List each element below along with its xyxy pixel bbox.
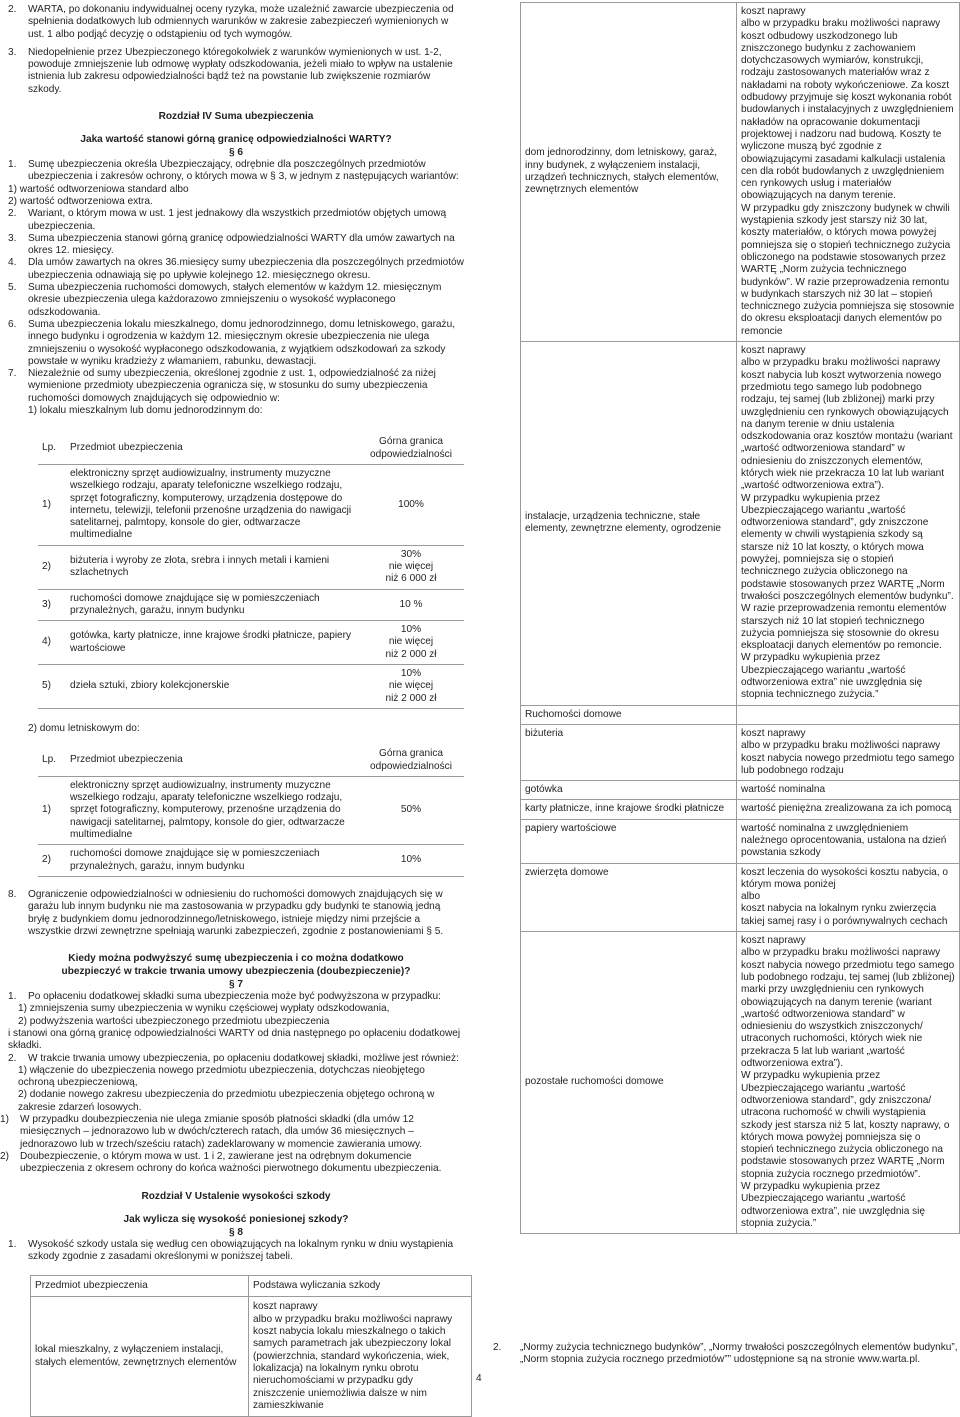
sub-item: 1) zmniejszenia sumy ubezpieczenia w wyniku częściowej wypłaty odszkodowania, — [18, 1003, 390, 1015]
variant-option: 2) wartość odtworzeniowa extra. — [8, 195, 153, 207]
table-row — [521, 819, 960, 863]
item-number: 7. — [8, 368, 17, 380]
list-item — [8, 1053, 464, 1065]
cell-subject: ruchomości domowe znajdujące się w pomieszczeniach przynależnych, garażu, innym budynku — [68, 589, 358, 621]
table-row — [31, 1297, 472, 1417]
table-row — [521, 724, 960, 780]
paragraph-symbol: § 6 — [228, 147, 244, 159]
sub-item: 2) podwyższenia wartości ubezpieczonego przedmiotu ubezpieczenia — [18, 1015, 330, 1027]
cell-lp: 1) — [38, 464, 68, 545]
cell-subject: gotówka — [521, 781, 737, 800]
table-row — [521, 705, 960, 724]
footnote — [493, 1342, 958, 1366]
cell-basis: koszt naprawy albo w przypadku braku możliwości naprawy koszt nabycia lub koszt wytworzenia nowego przedmiotu tego samego lub podobnego rodzaju, tej samej (lub zbliżonej) marki przy uwzględnieniu cen rynkowych obowiązujących na danym terenie w dniu ustalenia odszkodowania oraz kosztów montażu (wariant „wartość odtworzeniowa standard” w odniesieniu do zniszczonych elementów, których wiek nie przekracza 10 lat lub wariant „wartość odtworzeniowa extra”). W przypadku wykupienia przez Ubezpieczającego wariantu „wartość odtworzeniowa standard”, gdy zniszczone elementy w chwili wystąpienia szkody są starsze niż 10 lat koszty, o których mowa powyżej, pomniejsza się o stopień technicznego zużycia obliczonego na podstawie stosowanych przez WARTĘ „Norm trwałości poszczególnych elementów budynku”. W razie przeprowadzenia remontu elementów starszych niż 10 lat stopień technicznego zużycia pomniejsza się stosownie do okresu eksploatacji danych elementów po remoncie. W przypadku wykupienia przez Ubezpieczającego wariantu „wartość odtworzeniowa extra” nie uwzględnia się stopnia technicznego zużycia.” — [737, 342, 960, 706]
cell-subject: elektroniczny sprzęt audiowizualny, instrumenty muzyczne wszelkiego rodzaju, aparaty telefoniczne wszelkiego rodzaju, sprzęt fotograficzny, komputerowy, urządzenia dostępowe do internetu, telewizji, telefonii przenośne urządzenia do nawigacji satelitarnej, palmtopy, konsole do gier, odtwarzacze multimedialne — [68, 464, 358, 545]
column-header: Lp. — [38, 745, 68, 776]
cell-subject: pozostałe ruchomości domowe — [521, 932, 737, 1234]
paragraph: Suma ubezpieczenia stanowi górną granicę odpowiedzialności WARTY dla umów zawartych na okres 12. miesięcy. — [28, 232, 455, 257]
column-header: Przedmiot ubezpieczenia — [31, 1276, 249, 1297]
item-number: 1) — [0, 1114, 9, 1126]
column-header: Podstawa wyliczania szkody — [249, 1276, 472, 1297]
item-number: 6. — [8, 318, 17, 330]
list-item — [8, 208, 464, 233]
table-row — [521, 800, 960, 819]
paragraph: Ograniczenie odpowiedzialności w odniesieniu do ruchomości domowych znajdujących się w garażu lub innym budynku nie ma zastosowania w przypadku gdy budynki te stanowią jedną bryłę z budynkiem domu jednorodzinnego/letniskowego, istnieje między nimi przejście a wszystkie drzwi zewnętrzne spełniają warunki zabezpieczeń, zgodnie z postanowieniami § 5. — [28, 888, 444, 937]
cell-basis: koszt naprawy albo w przypadku braku możliwości naprawy koszt odbudowy uszkodzonego lub zniszczonego budynku z zachowaniem dotychczasowych wymiarów, konstrukcji, rodzaju zastosowanych materiałów wraz z nakładami na roboty wykończeniowe. Za koszt odbudowy przyjmuje się koszt wykonania robót budowlanych i instalacyjnych z uwzględnieniem nakładów na opracowanie dokumentacji projektowej i nadzoru nad budową. Koszty te wyliczone muszą być zgodnie z obowiązującymi zasadami kalkulacji ustalenia cen dla robót budowlanych z uwzględnieniem cen rynkowych usług i materiałów obowiązujących na danym terenie. W przypadku gdy zniszczony budynek w chwili wystąpienia szkody jest starszy niż 30 lat, koszty materiałów, o których mowa powyżej pomniejsza się o stopień technicznego zużycia obliczonego na podstawie stosowanych przez WARTĘ „Norm zużycia technicznego budynków”. W razie przeprowadzenia remontu w budynkach starszych niż 30 lat – stopień technicznego zużycia pomniejsza się stosownie do okresu eksploatacji danych elementów po remoncie — [737, 3, 960, 342]
paragraph: Wariant, o którym mowa w ust. 1 jest jednakowy dla wszystkich przedmiotów objętych umową ubezpieczenia. — [28, 208, 447, 232]
cell-basis: koszt naprawy albo w przypadku braku możliwości naprawy koszt nabycia lokalu mieszkalnego o takich samych parametrach jak ubezpieczony lokal (powierzchnia, standard wykończenia, wiek, lokalizacja) na lokalnym rynku obrotu nieruchomościami w przypadku gdy zniszczenie uniemożliwia dalsze w nim zamieszkiwanie — [249, 1297, 472, 1417]
section-question: Jak wylicza się wysokość poniesionej szkody? — [123, 1213, 349, 1225]
item-number: 2) — [0, 1150, 9, 1162]
list-item — [8, 233, 464, 258]
table-row — [521, 863, 960, 931]
item-number: 1. — [8, 1238, 17, 1250]
table-row — [38, 589, 464, 621]
table-header-row — [31, 1276, 472, 1297]
table-row — [38, 776, 464, 844]
column-header: Górna granica odpowiedzialności — [358, 745, 464, 776]
cell-lp: 5) — [38, 665, 68, 709]
damage-basis-table-continued — [520, 2, 960, 1234]
list-item — [8, 889, 464, 938]
cell-limit: 10 % — [358, 589, 464, 621]
cell-basis: wartość nominalna — [737, 781, 960, 800]
cell-subject: ruchomości domowe znajdujące się w pomieszczeniach przynależnych, garażu, innym budynku — [68, 845, 358, 877]
column-header: Lp. — [38, 433, 68, 464]
cell-subject: Ruchomości domowe — [521, 705, 737, 724]
item-number: 2. — [8, 208, 17, 220]
list-item — [8, 282, 464, 319]
list-item — [8, 368, 464, 405]
item-number: 1. — [8, 159, 17, 171]
cell-limit: 100% — [358, 464, 464, 545]
paragraph: Wysokość szkody ustala się według cen obowiązujących na lokalnym rynku w dniu wystąpienia szkody zgodnie z zasadami określonymi w poniższej tabeli. — [28, 1238, 454, 1262]
cell-subject: instalacje, urządzenia techniczne, stałe elementy, zewnętrzne elementy, ogrodzenie — [521, 342, 737, 706]
paragraph: Suma ubezpieczenia lokalu mieszkalnego, domu jednorodzinnego, domu letniskowego, garażu, innego budynku i ogrodzenia w każdym 12. miesięcznym okresie ubezpieczenia nie ulega zmniejszeniu o wysokość wypłaconego odszkodowania, z wyjątkiem odszkodowań za szkody powstałe w wyniku kradzieży z włamaniem, rabunku, dewastacji. — [28, 318, 456, 367]
paragraph: Niezależnie od sumy ubezpieczenia, określonej zgodnie z ust. 1, odpowiedzialność za niżej wymienione przedmioty ubezpieczenia ogranicza się, w stosunku do sumy ubezpieczenia ruchomości domowych znajdujących się odpowiednio w: — [28, 368, 436, 404]
limit-table-summer-house — [38, 745, 464, 877]
table-row — [38, 845, 464, 877]
variant-option: 1) wartość odtworzeniowa standard albo — [8, 183, 189, 195]
cell-subject: lokal mieszkalny, z wyłączeniem instalacji, stałych elementów, zewnętrznych elementów — [31, 1297, 249, 1417]
item-number: 2. — [8, 4, 17, 15]
chapter-title: Rozdział IV Suma ubezpieczenia — [158, 111, 314, 123]
limit-table-home — [38, 433, 464, 709]
left-column — [0, 4, 464, 1417]
table-row — [38, 464, 464, 545]
paragraph-symbol: § 8 — [228, 1226, 244, 1238]
table-row — [521, 342, 960, 706]
sub-item: 1) lokalu mieszkalnym lub domu jednorodzinnym do: — [28, 405, 263, 417]
cell-subject: zwierzęta domowe — [521, 863, 737, 931]
table-header-row — [38, 745, 464, 776]
section-question: Jaka wartość stanowi górną granicę odpowiedzialności WARTY? — [80, 134, 392, 146]
cell-subject: dom jednorodzinny, dom letniskowy, garaż, inny budynek, z wyłączeniem instalacji, urządzeń technicznych, stałych elementów, zewnętrznych elementów — [521, 3, 737, 342]
list-item — [8, 257, 464, 282]
cell-subject: elektroniczny sprzęt audiowizualny, instrumenty muzyczne wszelkiego rodzaju, aparaty telefoniczne wszelkiego rodzaju, sprzęt fotograficzny, komputerowy, przenośne urządzenia do nawigacji satelitarnej, palmtopy, konsole do gier, odtwarzacze multimedialne — [68, 776, 358, 844]
section-question: Kiedy można podwyższyć sumę ubezpieczenia i co można dodatkowo ubezpieczyć w trakcie trwania umowy ubezpieczenia (doubezpieczenie)? — [61, 953, 411, 978]
list-item — [8, 159, 464, 184]
item-number: 3. — [8, 46, 17, 58]
table-row — [38, 545, 464, 589]
paragraph: Dla umów zawartych na okres 36.miesięcy sumy ubezpieczenia dla poszczególnych przedmiotów ubezpieczenia odnawiają się po upływie kolejnego 12. miesięcznego okresu. — [28, 257, 464, 281]
table-row — [521, 932, 960, 1234]
table-row — [521, 3, 960, 342]
page-number: 4 — [476, 1373, 482, 1384]
paragraph: Niedopełnienie przez Ubezpieczonego któregokolwiek z warunków wymienionych w ust. 1-2, powoduje zmniejszenie lub odmowę wypłaty odszkodowania, jeżeli miało to wpływ na ustalenie istnienia lub zakresu odpowiedzialności bądź też na powstanie lub zwiększenie rozmiarów szkody. — [28, 46, 453, 95]
cell-subject: dzieła sztuki, zbiory kolekcjonerskie — [68, 665, 358, 709]
list-item — [8, 319, 464, 368]
paragraph: W trakcie trwania umowy ubezpieczenia, po opłaceniu dodatkowej składki, możliwe jest również: — [28, 1052, 459, 1064]
item-number: 8. — [8, 888, 17, 900]
item-number: 1. — [8, 991, 17, 1003]
cell-basis — [737, 705, 960, 724]
sub-item: 2) domu letniskowym do: — [28, 722, 140, 734]
sub-item: 2) dodanie nowego zakresu ubezpieczenia do przedmiotu ubezpieczenia objętego ochroną w zakresie zdarzeń losowych. — [18, 1089, 435, 1113]
cell-lp: 3) — [38, 589, 68, 621]
cell-lp: 4) — [38, 621, 68, 665]
column-header: Przedmiot ubezpieczenia — [68, 433, 358, 464]
paragraph: WARTA, po dokonaniu indywidualnej oceny ryzyka, może uzależnić zawarcie ubezpieczenia od spełnienia dodatkowych lub odmiennych warunków w zakresie zabezpieczeń wymienionych w ust. 1 albo podjąć decyzję o odstąpieniu od tych wymogów. — [28, 4, 454, 40]
cell-limit: 10% — [358, 845, 464, 877]
item-number: 2. — [8, 1052, 17, 1064]
cell-basis: koszt naprawy albo w przypadku braku możliwości naprawy koszt nabycia nowego przedmiotu tego samego lub podobnego rodzaju, tej samej (lub zbliżonej) marki przy uwzględnieniu cen rynkowych obowiązujących na danym terenie (wariant „wartość odtworzeniowa standard” w odniesieniu do wszystkich zniszczonych/ utraconych ruchomości, których wiek nie przekracza 5 lat lub wariant „wartość odtworzeniowa extra”). W przypadku wykupienia przez Ubezpieczającego wariantu „wartość odtworzeniowa standard”, gdy zniszczona/ utracona ruchomość w chwili wystąpienia szkody jest starsza niż 5 lat, koszty naprawy, o których mowa powyżej pomniejsza się o stopień technicznego zużycia obliczonego na podstawie stosowanych przez WARTĘ „Norm stopnia zużycia rocznego przedmiotów”. W przypadku wykupienia przez Ubezpieczającego wariantu „wartość odtworzeniowa extra”, nie uwzględnia się stopnia zużycia.” — [737, 932, 960, 1234]
paragraph-symbol: § 7 — [228, 979, 244, 991]
cell-lp: 2) — [38, 845, 68, 877]
list-item — [8, 1239, 464, 1264]
table-row — [521, 781, 960, 800]
chapter-title: Rozdział V Ustalenie wysokości szkody — [141, 1190, 331, 1202]
column-header: Przedmiot ubezpieczenia — [68, 745, 358, 776]
column-header: Górna granica odpowiedzialności — [358, 433, 464, 464]
cell-limit: 30% nie więcej niż 6 000 zł — [358, 545, 464, 589]
cell-subject: karty płatnicze, inne krajowe środki płatnicze — [521, 800, 737, 819]
paragraph: W przypadku doubezpieczenia nie ulega zmianie sposób płatności składki (dla umów 12 miesięcznych – jednorazowo lub w dwóch/czterech ratach, dla umów 36 miesięcznych – jednorazowo lub w trzech/sześciu ratach) zadeklarowany w momencie zawierania umowy. — [20, 1114, 423, 1150]
cell-limit: 10% nie więcej niż 2 000 zł — [358, 665, 464, 709]
table-header-row — [38, 433, 464, 464]
paragraph: i stanowi ona górną granicę odpowiedzialności WARTY od dnia następnego po opłaceniu dodatkowej składki. — [8, 1028, 461, 1052]
right-column — [520, 2, 960, 1234]
cell-lp: 2) — [38, 545, 68, 589]
sub-item: 1) włączenie do ubezpieczenia nowego przedmiotu ubezpieczenia, dotychczas nieobjętego ochroną ubezpieczeniową, — [18, 1064, 425, 1089]
list-item — [8, 47, 464, 96]
item-number: 3. — [8, 232, 17, 244]
table-row — [38, 665, 464, 709]
paragraph: Doubezpieczenie, o którym mowa w ust. 1 i 2, zawierane jest na odrębnym dokumencie ubezpieczenia z okresem ochrony do końca ważności pierwotnego dokumentu ubezpieczenia. — [20, 1150, 442, 1175]
cell-basis: koszt naprawy albo w przypadku braku możliwości naprawy koszt nabycia nowego przedmiotu tego samego lub podobnego rodzaju — [737, 724, 960, 780]
paragraph: Po opłaceniu dodatkowej składki suma ubezpieczenia może być podwyższona w przypadku: — [28, 991, 441, 1003]
cell-limit: 50% — [358, 776, 464, 844]
footnote-number: 2. — [493, 1342, 502, 1353]
item-number: 4. — [8, 257, 17, 269]
list-item — [0, 1114, 464, 1151]
cell-basis: wartość nominalna z uwzględnieniem należnego oprocentowania, ustalona na dzień powstania szkody — [737, 819, 960, 863]
table-row — [38, 621, 464, 665]
cell-lp: 1) — [38, 776, 68, 844]
cell-subject: biżuteria — [521, 724, 737, 780]
paragraph: Sumę ubezpieczenia określa Ubezpieczający, odrębnie dla poszczególnych przedmiotów ubezpieczenia i zakresów ochrony, o których mowa w § 3, w jednym z następujących wariantów: — [28, 159, 459, 183]
list-item — [8, 991, 464, 1003]
cell-subject: biżuteria i wyroby ze złota, srebra i innych metali i kamieni szlachetnych — [68, 545, 358, 589]
damage-basis-table — [30, 1275, 472, 1417]
cell-basis: koszt leczenia do wysokości kosztu nabycia, o którym mowa poniżej albo koszt nabycia na lokalnym rynku zwierzęcia takiej samej rasy i o porównywalnych cechach — [737, 863, 960, 931]
item-number: 5. — [8, 282, 17, 294]
paragraph: Suma ubezpieczenia ruchomości domowych, stałych elementów w każdym 12. miesięcznym okresie ubezpieczenia ulega każdorazowo zmniejszeniu o wysokość wypłaconego odszkodowania. — [28, 282, 442, 318]
list-item — [0, 1151, 464, 1176]
cell-limit: 10% nie więcej niż 2 000 zł — [358, 621, 464, 665]
footnote-text: „Normy zużycia technicznego budynków”, „Normy trwałości poszczególnych elementów budynku”, „Norm stopnia zużycia rocznego przedmiotów”” udostępnione są na stronie www.warta.pl. — [520, 1342, 958, 1365]
cell-subject: gotówka, karty płatnicze, inne krajowe środki płatnicze, papiery wartościowe — [68, 621, 358, 665]
list-item — [8, 4, 464, 41]
cell-basis: wartość pieniężna zrealizowana za ich pomocą — [737, 800, 960, 819]
cell-subject: papiery wartościowe — [521, 819, 737, 863]
